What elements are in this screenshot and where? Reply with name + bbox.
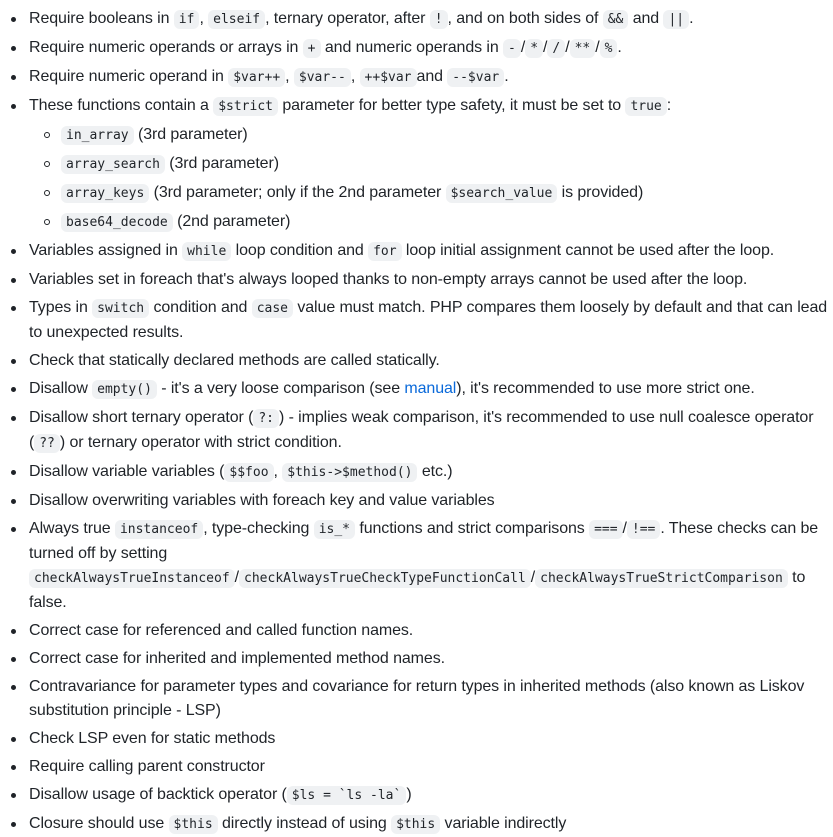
text-segment: / (565, 39, 570, 56)
text-segment: Always true (29, 520, 115, 537)
text-segment: , (273, 463, 283, 480)
list-item (0, 647, 833, 671)
inline-code: array_search (61, 155, 165, 174)
text-segment: . (689, 10, 694, 27)
list-item (0, 94, 833, 235)
text-segment: Check that statically declared methods are called statically. (29, 352, 440, 369)
inline-code: checkAlwaysTrueInstanceof (29, 569, 235, 588)
inline-code: * (525, 39, 543, 58)
text-segment: / (595, 39, 600, 56)
text-segment: , (199, 10, 209, 27)
inline-code: checkAlwaysTrueCheckTypeFunctionCall (239, 569, 531, 588)
text-segment: . These checks can be turned off by setting (29, 520, 819, 562)
text-segment: Correct case for inherited and implemented method names. (29, 650, 445, 667)
inline-code: - (503, 39, 521, 58)
inline-code: $$foo (224, 463, 273, 482)
text-segment: / (543, 39, 548, 56)
text-segment: (3rd parameter) (164, 155, 279, 172)
text-segment: / (520, 39, 526, 56)
text-segment: Variables set in foreach that's always looped thanks to non-empty arrays cannot be used after the loop. (29, 271, 748, 288)
text-segment: . (617, 39, 622, 56)
inline-code: if (174, 10, 200, 29)
inline-code: $ls = `ls -la` (287, 786, 407, 805)
inline-code: checkAlwaysTrueStrictComparison (535, 569, 788, 588)
text-segment: , ternary operator, after (265, 10, 430, 27)
text-segment: ) (406, 786, 412, 803)
sub-list-item (29, 152, 833, 177)
list-item (0, 377, 833, 402)
inline-code: ! (430, 10, 448, 29)
text-segment: to false. (29, 569, 806, 611)
inline-code: % (600, 39, 618, 58)
inline-code: while (182, 242, 231, 261)
text-segment: , type-checking (203, 520, 314, 537)
text-segment: , and on both sides of (447, 10, 603, 27)
inline-code: switch (92, 299, 149, 318)
inline-code: $this->$method() (282, 463, 417, 482)
text-segment: is provided) (557, 184, 644, 201)
text-segment: and numeric operands in (320, 39, 504, 56)
inline-code: case (252, 299, 293, 318)
inline-code: in_array (61, 126, 134, 145)
list-item (0, 268, 833, 292)
list-item (0, 296, 833, 345)
text-segment: ) or ternary operator with strict condition. (59, 434, 342, 451)
inline-code: $this (169, 815, 218, 834)
text-segment: / (622, 520, 627, 537)
list-item (0, 675, 833, 723)
text-segment: Require calling parent constructor (29, 758, 265, 775)
list-item (0, 460, 833, 485)
text-segment: : (666, 97, 672, 114)
list-item (0, 406, 833, 456)
text-segment: / (234, 569, 240, 586)
text-segment: Closure should use (29, 815, 169, 832)
inline-code: true (625, 97, 666, 116)
inline-code: $this (391, 815, 440, 834)
text-segment: and (416, 68, 448, 85)
text-segment: directly instead of using (217, 815, 392, 832)
sub-list-item (29, 123, 833, 148)
inline-code: ?: (253, 409, 279, 428)
text-segment: / (530, 569, 536, 586)
sub-list-item (29, 181, 833, 206)
inline-code: && (603, 10, 629, 29)
list-item (0, 65, 833, 90)
text-segment: condition and (149, 299, 252, 316)
text-segment: (2nd parameter) (172, 213, 291, 230)
inline-code: base64_decode (61, 213, 173, 232)
inline-code: / (547, 39, 565, 58)
text-segment: Disallow usage of backtick operator ( (29, 786, 287, 803)
inline-code: ++$var (360, 68, 417, 87)
inline-code: $search_value (446, 184, 558, 203)
text-segment: loop condition and (231, 242, 369, 259)
text-segment: ), it's recommended to use more strict one. (456, 380, 755, 397)
text-segment: loop initial assignment cannot be used after the loop. (401, 242, 775, 259)
text-segment: parameter for better type safety, it must be set to (277, 97, 626, 114)
list-item (0, 36, 833, 61)
inline-code: $strict (213, 97, 278, 116)
text-segment: Correct case for referenced and called function names. (29, 622, 414, 639)
text-segment: functions and strict comparisons (355, 520, 590, 537)
list-item (0, 783, 833, 808)
inline-code: $var++ (228, 68, 285, 87)
list-item (0, 517, 833, 615)
inline-code: empty() (92, 380, 157, 399)
inline-code: for (368, 242, 401, 261)
text-segment: . (504, 68, 509, 85)
text-segment: ) - implies weak comparison, it's recommended to use null coalesce operator ( (29, 409, 814, 451)
inline-code: + (303, 39, 321, 58)
list-item (0, 755, 833, 779)
text-segment: Disallow variable variables ( (29, 463, 225, 480)
inline-code: || (663, 10, 689, 29)
list-item (0, 7, 833, 32)
sub-list-item (29, 210, 833, 235)
inline-code: is_* (314, 520, 355, 539)
inline-code: ** (570, 39, 596, 58)
text-segment: (3rd parameter; only if the 2nd parameter (149, 184, 446, 201)
text-segment: These functions contain a (29, 97, 214, 114)
list-item (0, 349, 833, 373)
list-item (0, 489, 833, 513)
text-segment: Require booleans in (29, 10, 174, 27)
list-item (0, 812, 833, 837)
inline-code: !== (627, 520, 660, 539)
inline-code: array_keys (61, 184, 149, 203)
text-segment: Variables assigned in (29, 242, 183, 259)
text-segment: Disallow overwriting variables with foreach key and value variables (29, 492, 495, 509)
text-segment: etc.) (417, 463, 453, 480)
manual-link[interactable]: manual (404, 380, 457, 397)
list-item (0, 727, 833, 751)
text-segment: Require numeric operand in (29, 68, 229, 85)
text-segment: , (285, 68, 294, 85)
text-segment: value must match. PHP compares them loosely by default and that can lead to unexpected results. (29, 299, 828, 341)
text-segment: (3rd parameter) (133, 126, 248, 143)
text-segment: and (628, 10, 664, 27)
list-item (0, 619, 833, 643)
list-item (0, 239, 833, 264)
text-segment: variable indirectly (440, 815, 567, 832)
strict-functions-list (29, 123, 833, 235)
inline-code: === (589, 520, 622, 539)
text-segment: , (350, 68, 360, 85)
text-segment: Disallow (29, 380, 93, 397)
inline-code: elseif (208, 10, 265, 29)
text-segment: Contravariance for parameter types and covariance for return types in inherited methods (also known as Liskov substitution principle - LSP) (29, 678, 805, 719)
inline-code: instanceof (115, 520, 203, 539)
text-segment: Types in (29, 299, 93, 316)
text-segment: Require numeric operands or arrays in (29, 39, 303, 56)
text-segment: - it's a very loose comparison (see (156, 380, 405, 397)
text-segment: Disallow short ternary operator ( (29, 409, 254, 426)
inline-code: --$var (447, 68, 504, 87)
text-segment: Check LSP even for static methods (29, 730, 276, 747)
inline-code: $var-- (294, 68, 351, 87)
inline-code: ?? (34, 434, 60, 453)
